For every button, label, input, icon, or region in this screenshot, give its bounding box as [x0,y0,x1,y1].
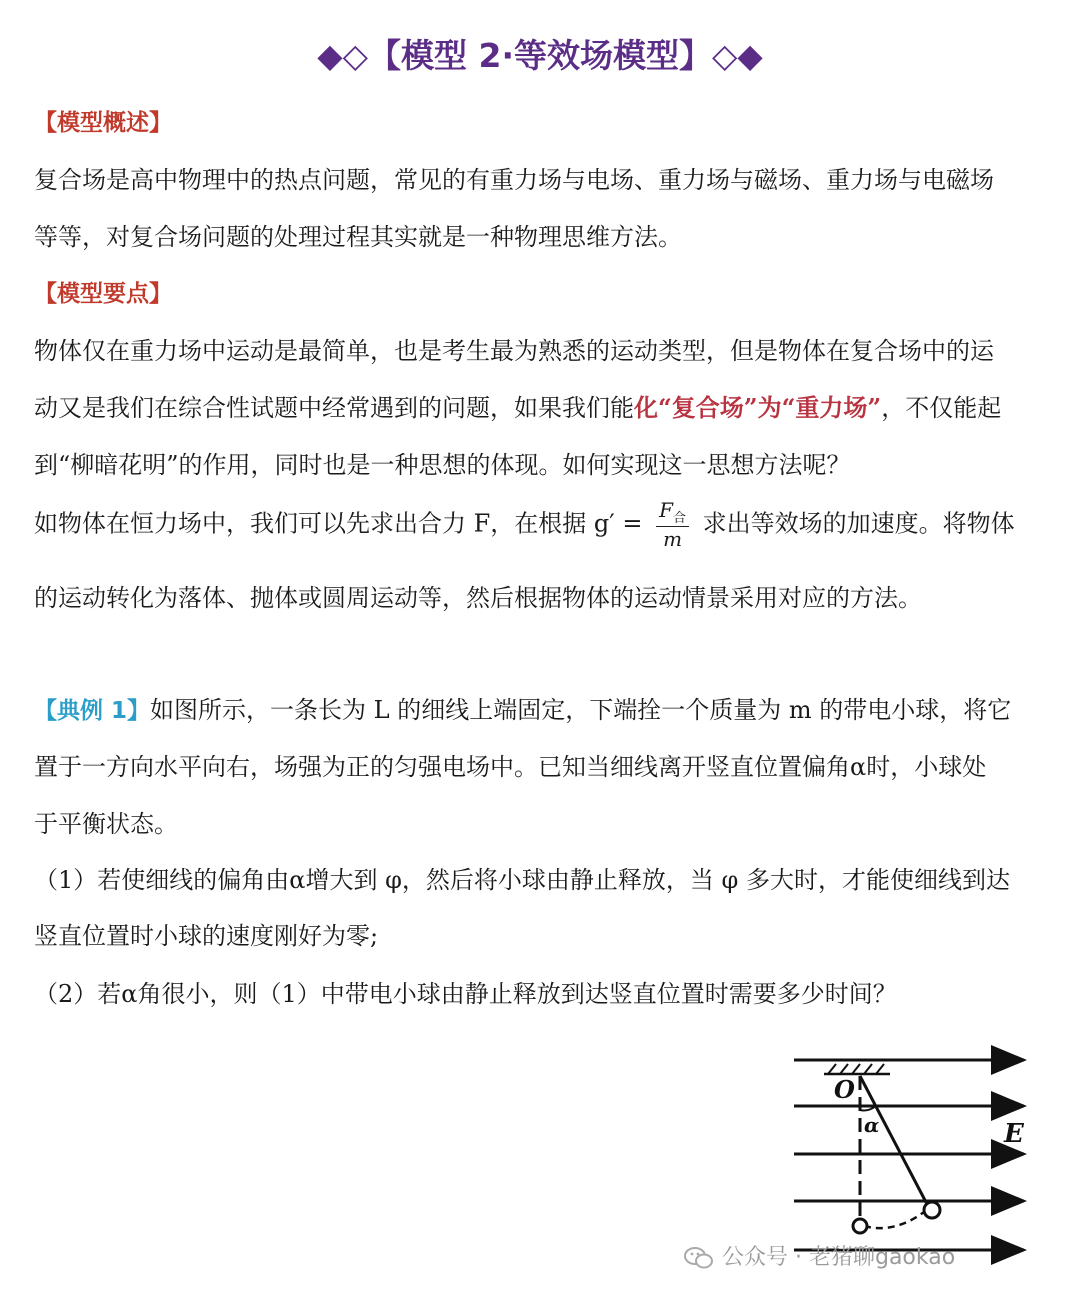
key-points-heading: 【模型要点】 [34,281,172,307]
example-line-1 [34,690,1011,725]
ceiling-hatch [824,1064,890,1074]
key-points-line-4-end: 求出等效场的加速度。将物体 [702,509,1015,538]
label-alpha: α [864,1113,880,1137]
wechat-icon [684,1246,714,1270]
key-points-line-5: 的运动转化为落体、抛体或圆周运动等，然后根据物体的运动情景采用对应的方法。 [34,584,922,612]
key-points-line-2 [34,388,1001,423]
ball-equilibrium-position [924,1202,940,1218]
page-title: ◆◇【模型 2·等效场模型】◇◆ [317,36,763,75]
swing-path [864,1212,924,1228]
overview-line-2: 等等，对复合场问题的处理过程其实就是一种物理思维方法。 [34,223,682,251]
key-points-line-2-start: 动又是我们在综合性试题中经常遇到的问题，如果我们能 [34,394,634,422]
question-1-line-1: （1）若使细线的偏角由α增大到 φ，然后将小球由静止释放，当 φ 多大时，才能使细线到达 [34,866,1010,894]
formula-subscript: 合 [673,511,687,526]
example-line-1-text: 如图所示，一条长为 L 的细线上端固定，下端拴一个质量为 m 的带电小球，将它 [150,696,1012,724]
question-1-line-2: 竖直位置时小球的速度刚好为零; [34,922,379,950]
key-points-line-4-start: 如物体在恒力场中，我们可以先求出合力 F，在根据 g′ = [34,509,643,538]
equivalent-g-formula [656,500,689,550]
overview-line-1: 复合场是高中物理中的热点问题，常见的有重力场与电场、重力场与磁场、重力场与电磁场 [34,166,994,194]
label-o: O [834,1075,855,1104]
key-points-highlight: 化“复合场”为“重力场” [634,393,882,422]
string [860,1076,928,1206]
key-points-line-1: 物体仅在重力场中运动是最简单，也是考生最为熟悉的运动类型，但是物体在复合场中的运 [34,337,994,365]
formula-numerator: F [659,498,673,522]
label-e: E [1004,1119,1024,1149]
key-points-line-3: 到“柳暗花明”的作用，同时也是一种思想的体现。如何实现这一思想方法呢？ [34,451,851,479]
overview-heading: 【模型概述】 [34,110,172,136]
formula-denominator: m [663,526,683,551]
watermark-text: 公众号 · 老猪聊gaokao [722,1245,956,1270]
example-line-2: 置于一方向水平向右，场强为正的匀强电场中。已知当细线离开竖直位置偏角α时，小球处 [34,753,987,781]
pendulum-field-diagram [780,1040,1040,1270]
key-points-line-4 [34,500,1015,550]
example-line-3: 于平衡状态。 [34,810,178,838]
question-2: （2）若α角很小，则（1）中带电小球由静止释放到达竖直位置时需要多少时间？ [34,980,897,1008]
example-heading: 【典例 1】 [34,698,151,724]
watermark [684,1240,955,1271]
ball-vertical-position [853,1219,867,1233]
key-points-line-2-end: ，不仅能起 [881,394,1002,422]
